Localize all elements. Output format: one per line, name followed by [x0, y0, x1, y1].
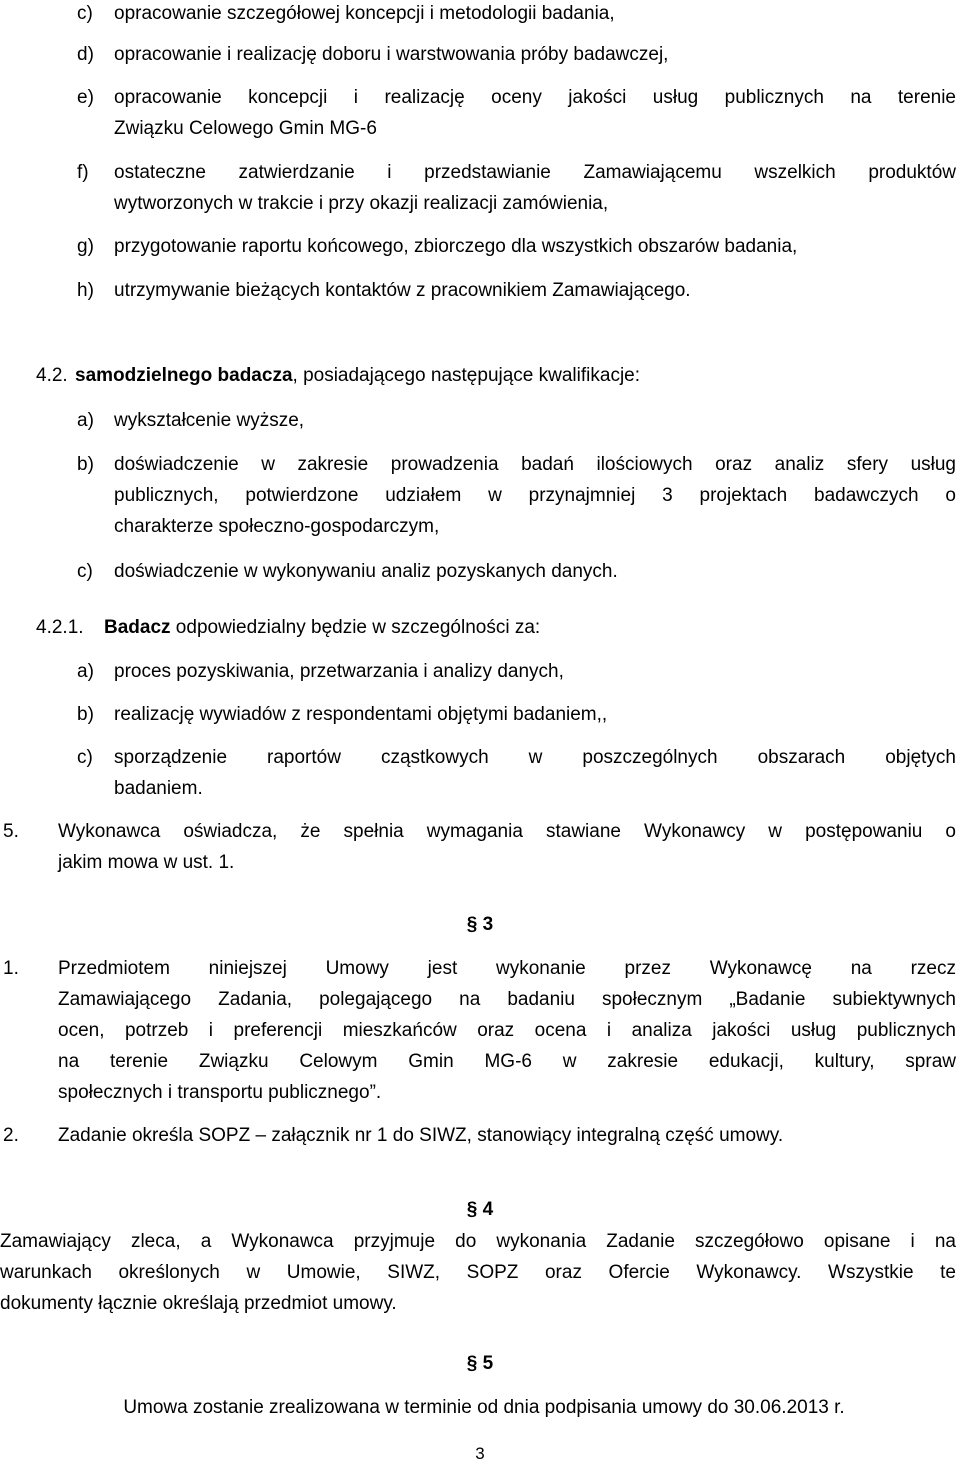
- item-label: h): [77, 280, 94, 301]
- point-text-line-1: Wykonawca oświadcza, że spełnia wymagania stawiane Wykonawcy w postępowaniu o: [58, 821, 956, 842]
- item-label: a): [77, 661, 94, 682]
- paragraph-5-heading: § 5: [466, 1353, 494, 1374]
- paragraph-4-heading: § 4: [466, 1199, 494, 1220]
- item-label: d): [77, 44, 94, 65]
- section-heading-rest: odpowiedzialny będzie w szczególności za:: [170, 617, 541, 638]
- item-text-line-1: sporządzenie raportów cząstkowych w poszczególnych obszarach objętych: [114, 747, 956, 768]
- point-number: 5.: [3, 821, 19, 842]
- item-text: przygotowanie raportu końcowego, zbiorczego dla wszystkich obszarów badania,: [114, 236, 798, 257]
- body-line-2: warunkach określonych w Umowie, SIWZ, SOPZ oraz Ofercie Wykonawcy. Wszystkie te: [0, 1262, 956, 1283]
- point-text-line-3: ocen, potrzeb i preferencji mieszkańców oraz ocena i analiza jakości usług publicznych: [58, 1020, 956, 1041]
- section-heading-text: [75, 365, 640, 387]
- item-label: b): [77, 704, 94, 725]
- item-text-line-1: opracowanie koncepcji i realizację oceny jakości usług publicznych na terenie: [114, 87, 956, 108]
- item-label: c): [77, 3, 93, 24]
- body-line-1: Zamawiający zleca, a Wykonawca przyjmuje do wykonania Zadanie szczegółowo opisane i na: [0, 1231, 956, 1252]
- body-line-3: dokumenty łącznie określają przedmiot umowy.: [0, 1293, 397, 1314]
- item-text-line-1: doświadczenie w zakresie prowadzenia badań ilościowych oraz analiz sfery usług: [114, 454, 956, 475]
- section-number: 4.2.: [36, 365, 68, 386]
- item-label: f): [77, 162, 89, 183]
- item-text: proces pozyskiwania, przetwarzania i analizy danych,: [114, 661, 564, 682]
- item-label: c): [77, 747, 93, 768]
- section-heading-rest: , posiadającego następujące kwalifikacje:: [292, 365, 641, 386]
- point-text-line-2: Zamawiającego Zadania, polegającego na badaniu społecznym „Badanie subiektywnych: [58, 989, 956, 1010]
- point-text: Zadanie określa SOPZ – załącznik nr 1 do SIWZ, stanowiący integralną część umowy.: [58, 1125, 784, 1146]
- item-label: g): [77, 236, 94, 257]
- paragraph-3-heading: § 3: [466, 914, 494, 935]
- point-text-line-1: Przedmiotem niniejszej Umowy jest wykonanie przez Wykonawcę na rzecz: [58, 958, 956, 979]
- item-text-line-2: Związku Celowego Gmin MG-6: [114, 118, 377, 139]
- item-text: doświadczenie w wykonywaniu analiz pozyskanych danych.: [114, 561, 618, 582]
- item-text: opracowanie i realizację doboru i warstwowania próby badawczej,: [114, 44, 669, 65]
- point-text-line-4: na terenie Związku Celowym Gmin MG-6 w zakresie edukacji, kultury, spraw: [58, 1051, 956, 1072]
- item-text: wykształcenie wyższe,: [114, 410, 305, 431]
- point-number: 1.: [3, 958, 19, 979]
- point-text-line-2: jakim mowa w ust. 1.: [58, 852, 235, 873]
- item-text: realizację wywiadów z respondentami objętymi badaniem,,: [114, 704, 608, 725]
- item-text-line-2: wytworzonych w trakcie i przy okazji realizacji zamówienia,: [114, 193, 609, 214]
- item-text-line-1: ostateczne zatwierdzanie i przedstawianie Zamawiającemu wszelkich produktów: [114, 162, 956, 183]
- item-label: b): [77, 454, 94, 475]
- section-heading-bold: Badacz: [104, 617, 171, 638]
- item-text: opracowanie szczegółowej koncepcji i metodologii badania,: [114, 3, 615, 24]
- section-number: 4.2.1.: [36, 617, 84, 638]
- item-text-line-3: charakterze społeczno-gospodarczym,: [114, 516, 440, 537]
- point-number: 2.: [3, 1125, 19, 1146]
- item-label: a): [77, 410, 94, 431]
- item-text: utrzymywanie bieżących kontaktów z pracownikiem Zamawiającego.: [114, 280, 691, 301]
- item-text-line-2: publicznych, potwierdzone udziałem w przynajmniej 3 projektach badawczych o: [114, 485, 956, 506]
- item-label: c): [77, 561, 93, 582]
- section-heading-text: [104, 617, 540, 639]
- page-number: 3: [475, 1444, 485, 1463]
- point-text-line-5: społecznych i transportu publicznego”.: [58, 1082, 382, 1103]
- item-label: e): [77, 87, 94, 108]
- section-heading-bold: samodzielnego badacza: [75, 365, 293, 386]
- paragraph-5-body: Umowa zostanie zrealizowana w terminie od dnia podpisania umowy do 30.06.2013 r.: [123, 1397, 845, 1418]
- item-text-line-2: badaniem.: [114, 778, 203, 799]
